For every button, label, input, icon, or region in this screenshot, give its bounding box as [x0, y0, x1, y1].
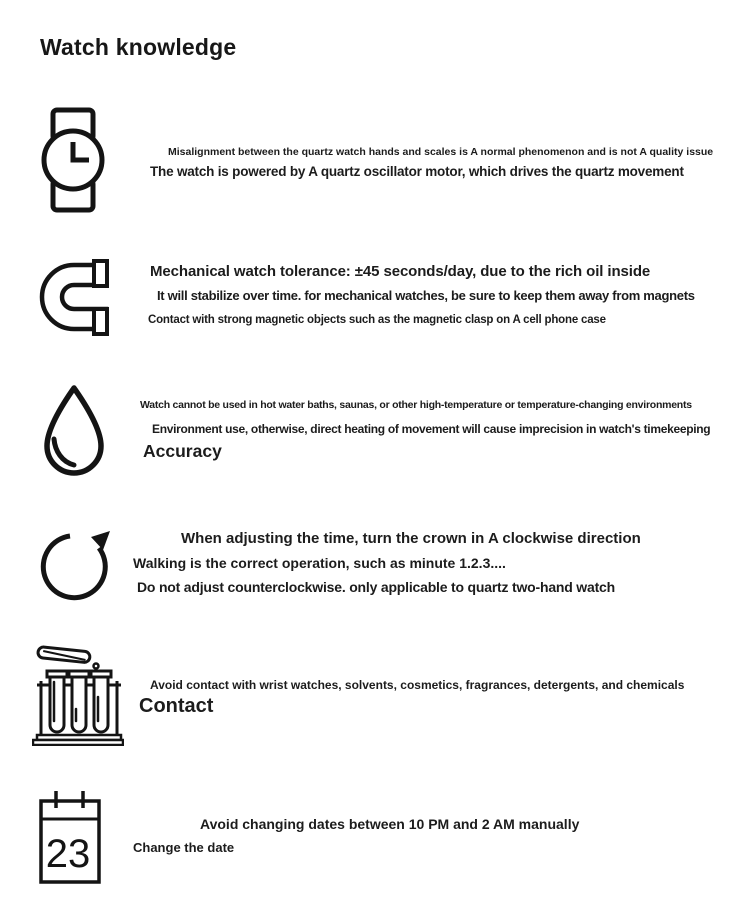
section5-label: Contact — [139, 695, 214, 717]
section4-text: Walking is the correct operation, such as minute 1.2.3.... — [133, 555, 506, 571]
section3-text: Environment use, otherwise, direct heating of movement will cause imprecision in watch's timekeeping — [152, 422, 711, 436]
section6-label: Change the date — [133, 840, 235, 855]
section3-label: Accuracy — [143, 441, 222, 461]
section6-headline: Avoid changing dates between 10 PM and 2 AM manually — [200, 816, 580, 832]
section1-note: Misalignment between the quartz watch hands and scales is A normal phenomenon and is not A quality issue — [168, 146, 714, 158]
section4-note: Do not adjust counterclockwise. only applicable to quartz two-hand watch — [137, 579, 615, 595]
clockwise-arrow-icon — [40, 519, 114, 607]
section5-text: Avoid contact with wrist watches, solvents, cosmetics, fragrances, detergents, and chemicals — [150, 678, 685, 692]
calendar-day-number: 23 — [45, 832, 91, 876]
watch-icon — [40, 107, 106, 213]
calendar-icon — [38, 788, 102, 886]
section1-text: The watch is powered by A quartz oscillator motor, which drives the quartz movement — [150, 164, 684, 179]
section2-note: Contact with strong magnetic objects such as the magnetic clasp on A cell phone case — [148, 314, 606, 326]
section2-text: It will stabilize over time. for mechanical watches, be sure to keep them away from magnets — [157, 288, 695, 303]
page-title: Watch knowledge — [40, 34, 237, 60]
water-drop-icon — [40, 383, 108, 481]
section3-note: Watch cannot be used in hot water baths, saunas, or other high-temperature or temperature-changing environments — [140, 399, 692, 411]
test-tubes-icon — [32, 644, 124, 746]
magnet-icon — [38, 257, 111, 338]
section4-headline: When adjusting the time, turn the crown in A clockwise direction — [181, 530, 641, 547]
section2-headline: Mechanical watch tolerance: ±45 seconds/day, due to the rich oil inside — [150, 263, 651, 280]
